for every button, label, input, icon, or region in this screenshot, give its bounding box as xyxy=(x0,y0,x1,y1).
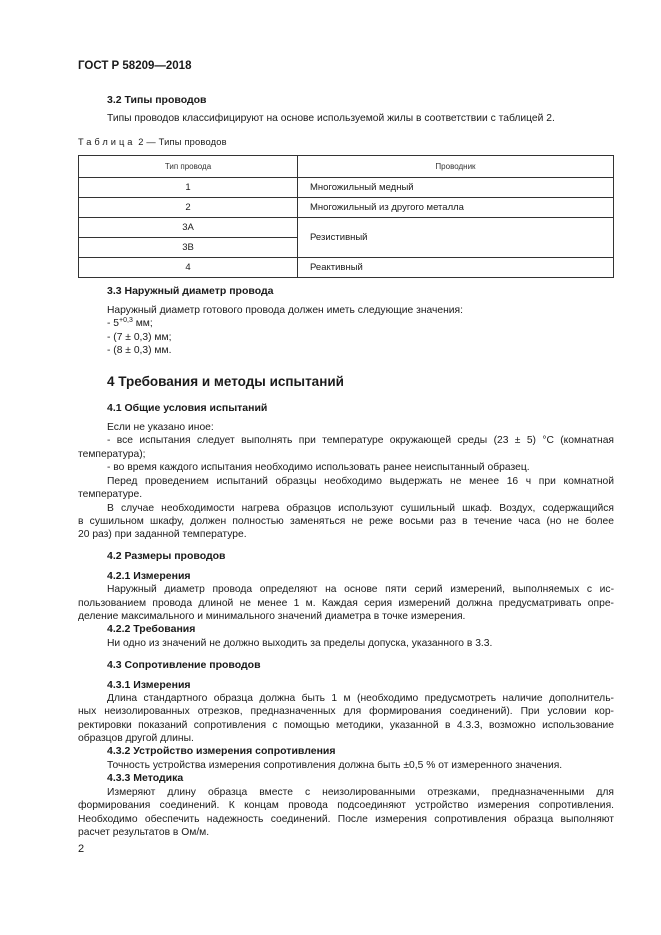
table-cell-type: 4 xyxy=(79,258,298,278)
diameter-value-1-unit: мм; xyxy=(132,318,153,329)
table-caption-title: 2 — Типы проводов xyxy=(138,137,227,147)
table-2 xyxy=(78,155,614,278)
section-4-2-title: 4.2 Размеры проводов xyxy=(107,550,226,562)
section-4-2-2-title: 4.2.2 Требования xyxy=(107,623,196,635)
paragraph-line: Перед проведением испытаний образцы необходимо выдержать не менее 16 ч при комнатной xyxy=(107,476,614,487)
page-number: 2 xyxy=(78,843,85,855)
section-4-3-title: 4.3 Сопротивление проводов xyxy=(107,659,261,671)
table-row xyxy=(79,198,614,218)
paragraph-line: расчет результатов в Ом/м. xyxy=(78,827,210,838)
paragraph-line: Измеряют длину образца вместе с неизолированными отрезками, предназначенными для xyxy=(107,787,614,798)
diameter-value-1-tolerance: +0,3 xyxy=(119,317,133,324)
paragraph-line: Ни одно из значений не должно выходить за пределы допуска, указанного в 3.3. xyxy=(107,638,493,649)
table-cell-conductor: Многожильный из другого металла xyxy=(298,198,614,218)
section-3-3-intro: Наружный диаметр готового провода должен иметь следующие значения: xyxy=(107,305,463,316)
paragraph-line: Наружный диаметр провода определяют на основе пяти серий измерений, выполняемых с ис- xyxy=(107,584,614,595)
table-caption-prefix: Таблица xyxy=(78,137,136,147)
table-row xyxy=(79,178,614,198)
table-2-caption xyxy=(78,137,227,147)
paragraph-line: деление максимального и минимального значений диаметра в точке измерения. xyxy=(78,611,466,622)
diameter-value-3: - (8 ± 0,3) мм. xyxy=(107,345,172,356)
table-row xyxy=(79,218,614,238)
paragraph-line: Если не указано иное: xyxy=(107,422,214,433)
table-cell-type: 3B xyxy=(79,238,298,258)
table-cell-type: 2 xyxy=(79,198,298,218)
paragraph-line: Точность устройства измерения сопротивления должна быть ±0,5 % от измеренного значения. xyxy=(107,760,563,771)
section-3-2-text: Типы проводов классифицируют на основе используемой жилы в соответствии с таблицей 2. xyxy=(107,113,555,124)
paragraph-line: Длина стандартного образца должна быть 1 м (необходимо предусмотреть наличие дополнитель- xyxy=(107,693,614,704)
section-4-3-3-title: 4.3.3 Методика xyxy=(107,772,184,784)
paragraph-line: Необходимо обеспечить надежность соединений. После измерения сопротивления образца выполняют xyxy=(78,814,614,825)
table-row xyxy=(79,258,614,278)
section-3-3-title: 3.3 Наружный диаметр провода xyxy=(107,285,274,297)
standard-header: ГОСТ Р 58209—2018 xyxy=(78,60,192,72)
section-4-1-title: 4.1 Общие условия испытаний xyxy=(107,402,268,414)
table-header-type: Тип провода xyxy=(79,156,298,178)
paragraph-line: температуре. xyxy=(78,489,143,500)
table-header-row xyxy=(79,156,614,178)
paragraph-line: 20 раз) при заданной температуре. xyxy=(78,529,247,540)
section-4-3-1-title: 4.3.1 Измерения xyxy=(107,679,191,691)
section-4-2-1-title: 4.2.1 Измерения xyxy=(107,570,191,582)
paragraph-line: В случае необходимости нагрева образцов используют сушильный шкаф. Воздух, содержащийся xyxy=(107,503,614,514)
paragraph-line: в сушильном шкафу, должен полностью заменяться не реже восьми раз в течение часа (но не более xyxy=(78,516,614,527)
diameter-value-1-base: - 5 xyxy=(107,318,120,329)
table-header-conductor: Проводник xyxy=(298,156,614,178)
section-4-title: 4 Требования и методы испытаний xyxy=(107,374,344,389)
table-cell-type: 3A xyxy=(79,218,298,238)
table-cell-conductor: Реактивный xyxy=(298,258,614,278)
section-3-2-title: 3.2 Типы проводов xyxy=(107,94,207,106)
paragraph-line: пользованием провода длиной не менее 1 м. Каждая серия измерений должна предусматривать опре- xyxy=(78,598,614,609)
diameter-value-1 xyxy=(107,317,153,330)
paragraph-line: - все испытания следует выполнять при температуре окружающей среды (23 ± 5) °С (комнатная xyxy=(107,435,614,446)
paragraph-line: - во время каждого испытания необходимо использовать ранее неиспытанный образец. xyxy=(107,462,530,473)
paragraph-line: ных неизолированных отрезков, предназначенных для формирования соединений). При условии кор- xyxy=(78,706,614,717)
paragraph-line: температура); xyxy=(78,449,146,460)
diameter-value-2: - (7 ± 0,3) мм; xyxy=(107,332,172,343)
table-cell-conductor: Многожильный медный xyxy=(298,178,614,198)
table-cell-conductor: Резистивный xyxy=(298,218,614,258)
section-4-3-2-title: 4.3.2 Устройство измерения сопротивления xyxy=(107,745,336,757)
paragraph-line: образцов другой длины. xyxy=(78,733,194,744)
table-cell-type: 1 xyxy=(79,178,298,198)
paragraph-line: ректировки показаний сопротивления с помощью методики, указанной в 4.3.3, возможно использование xyxy=(78,720,614,731)
paragraph-line: формирования соединений. К концам провода подсоединяют устройство измерения сопротивления. xyxy=(78,800,614,811)
